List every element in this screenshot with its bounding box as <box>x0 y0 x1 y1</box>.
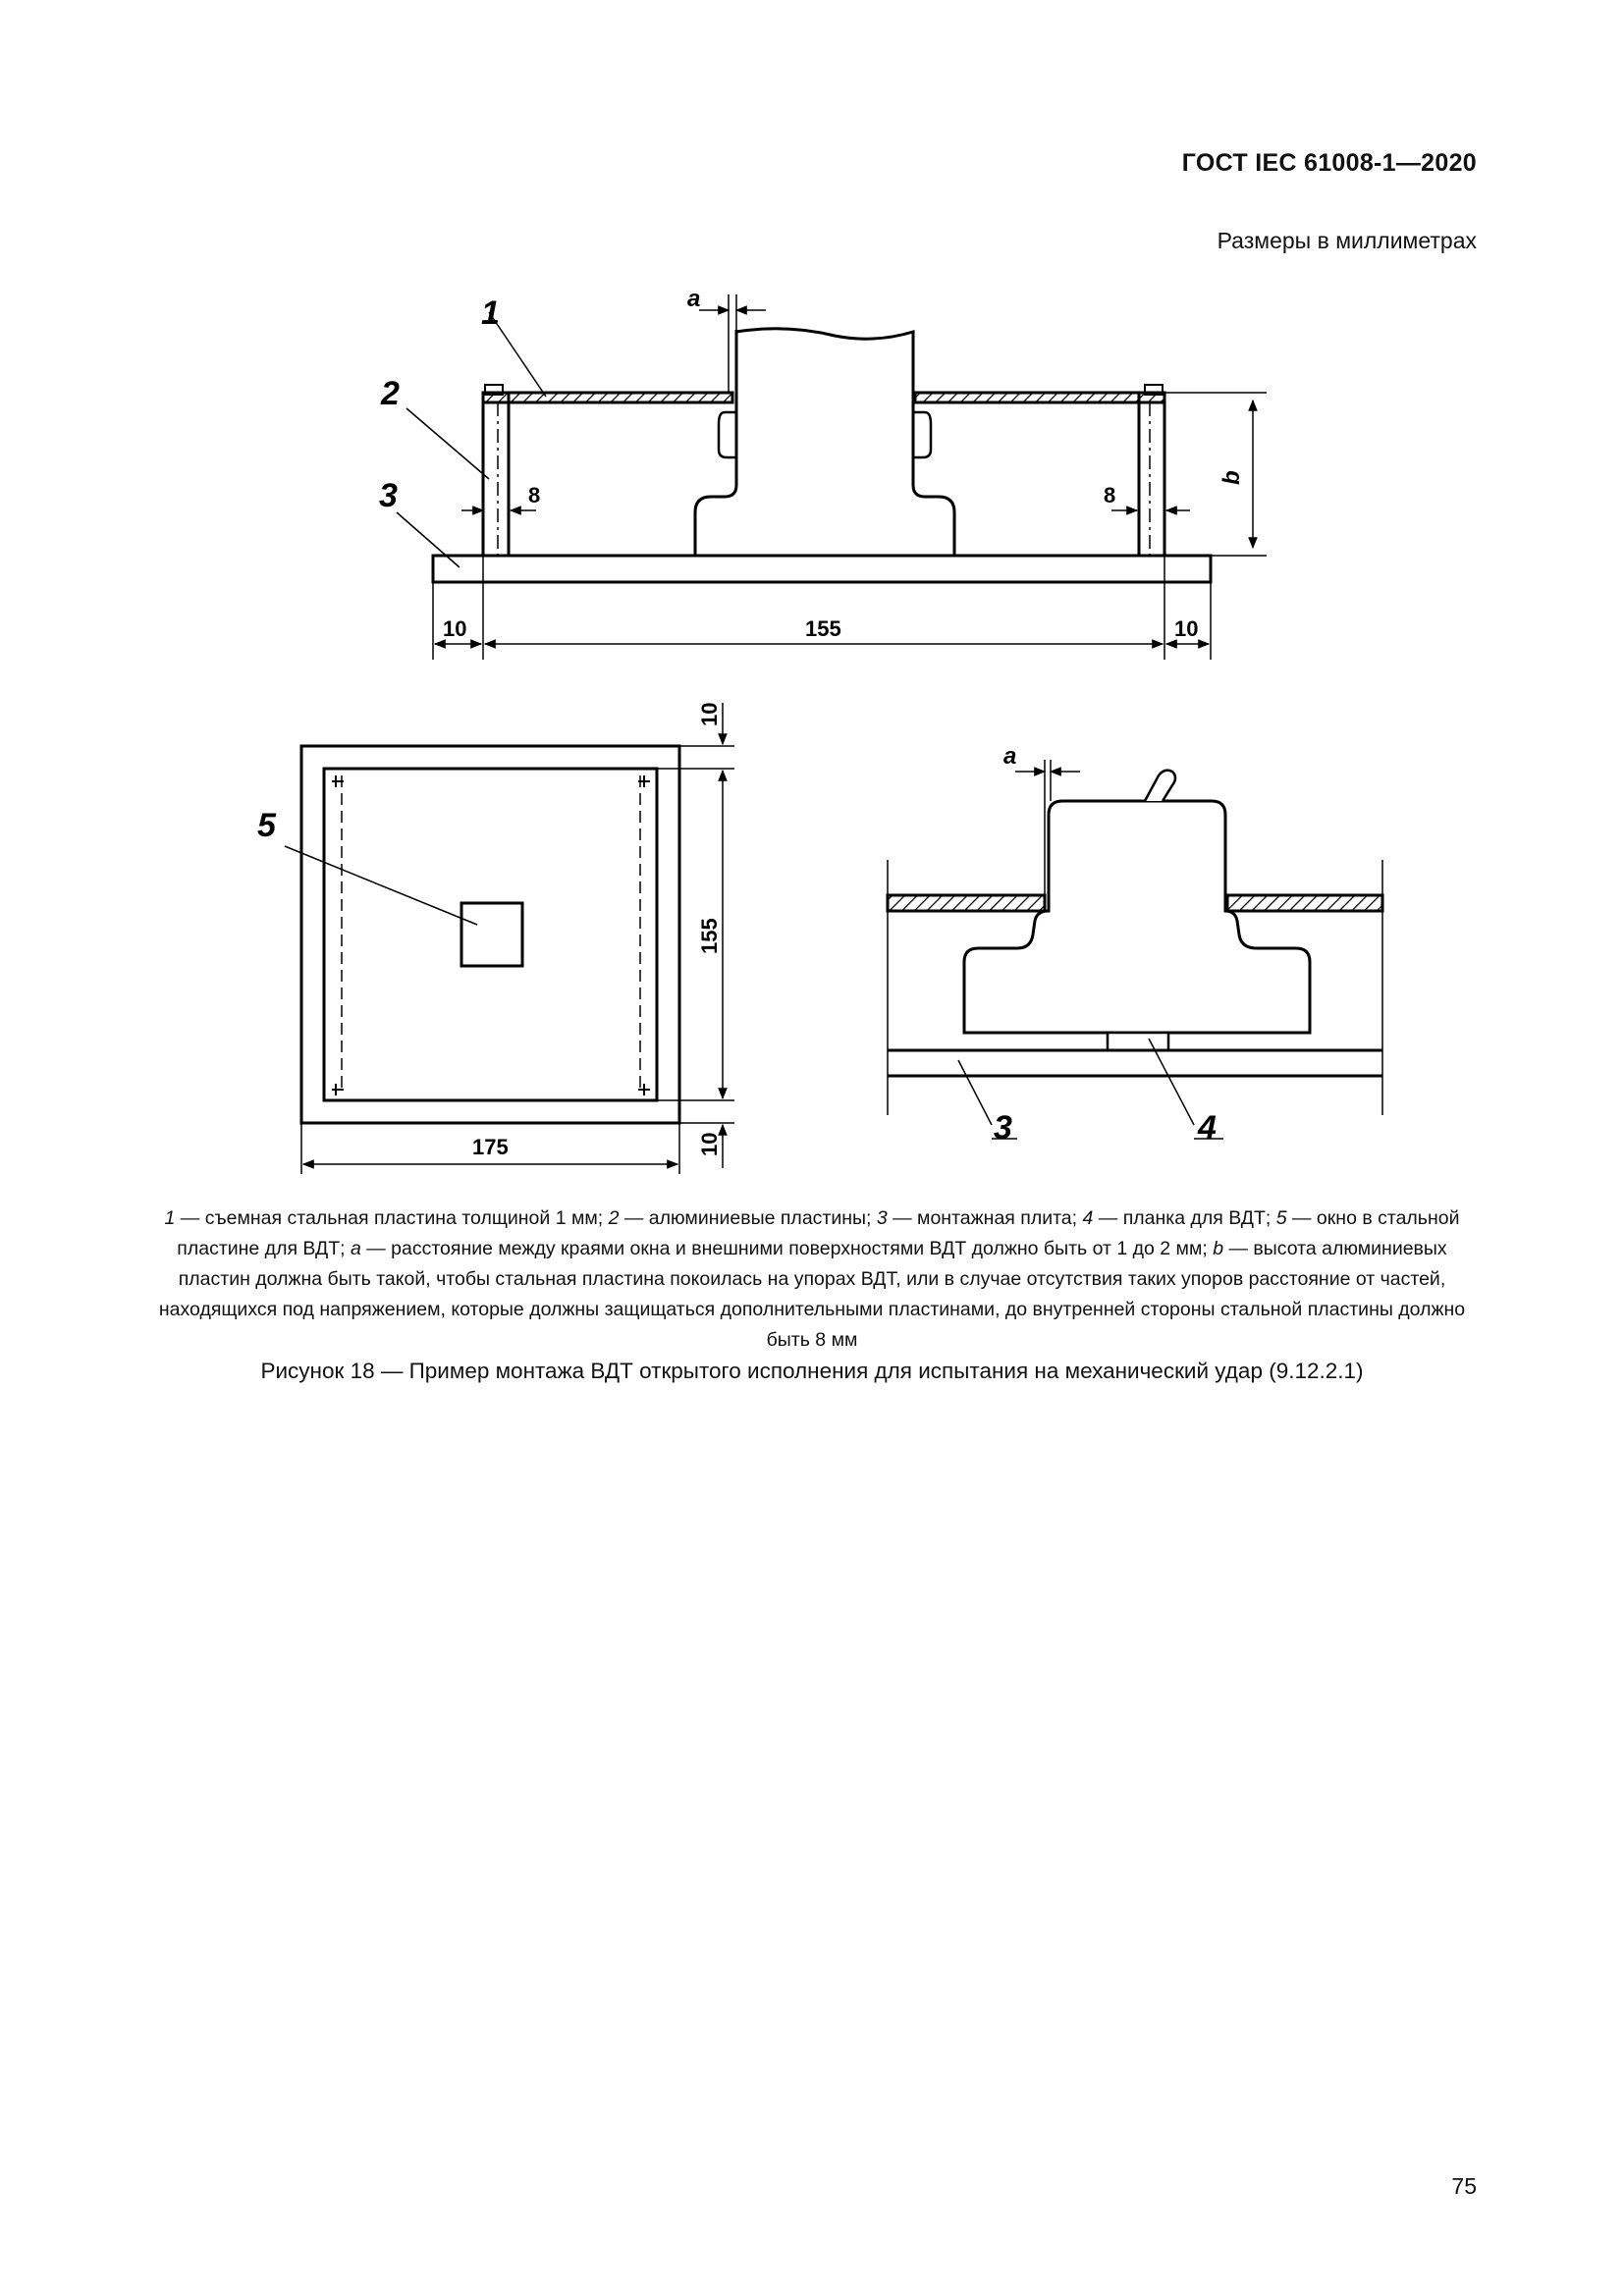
figure-caption: Рисунок 18 — Пример монтажа ВДТ открытого исполнения для испытания на механический удар (9.12.2.1) <box>260 1359 1364 1383</box>
legend-item-2: 2 — алюминиевые пластины; <box>608 1207 877 1229</box>
rcd-window <box>461 903 522 966</box>
dim-155-plan: 155 <box>697 918 722 954</box>
units-note: Размеры в миллиметрах <box>1217 228 1477 253</box>
legend-item-b: b — высота алюминиевых пластин должна быть такой, чтобы стальная пластина покоилась на упорах ВДТ, или в случае отсутствия таких упоров расстояние от частей, находящихся под напряжением, которые должны защищаться дополнительными пластинами, до внутренней стороны стальной пластины должно быть 8 мм <box>158 1238 1466 1351</box>
legend-item-5: 5 — окно в стальной пластине для ВДТ; <box>177 1207 1460 1259</box>
page-number: 75 <box>1451 2173 1477 2199</box>
callout-1: 1 <box>481 294 500 332</box>
plan-outer-plate <box>301 746 679 1123</box>
document-header: ГОСТ IEC 61008-1—2020 <box>1181 149 1477 177</box>
dim-10-left: 10 <box>443 616 467 641</box>
callout-5: 5 <box>257 807 276 844</box>
figure-legend <box>157 1203 1467 1356</box>
dim-10-plan-top: 10 <box>697 702 722 726</box>
legend-item-1: 1 — съемная стальная пластина толщиной 1 мм; <box>164 1207 609 1229</box>
callout-3-detail: 3 <box>994 1109 1012 1147</box>
dim-155-bottom: 155 <box>805 616 841 641</box>
aluminium-plate-right <box>1139 393 1164 556</box>
plan-view <box>285 703 734 1174</box>
mounting-plate <box>433 556 1211 582</box>
dim-b: b <box>1218 470 1245 485</box>
dim-175: 175 <box>472 1135 509 1159</box>
dim-8-right: 8 <box>1104 483 1116 507</box>
aluminium-plate-left <box>483 393 509 556</box>
callout-2: 2 <box>381 375 400 412</box>
callout-4: 4 <box>1198 1109 1217 1147</box>
detail-steel-plate-left <box>888 895 1045 911</box>
dim-a-detail: a <box>1003 743 1017 770</box>
steel-plate-left <box>483 393 732 402</box>
legend-item-3: 3 — монтажная плита; <box>876 1207 1083 1229</box>
legend-item-a: a — расстояние между краями окна и внешними поверхностями ВДТ должно быть от 1 до 2 мм; <box>350 1238 1214 1259</box>
steel-plate-right <box>915 393 1164 402</box>
side-section-view <box>397 294 1267 660</box>
plan-inner-plate <box>324 769 657 1100</box>
detail-steel-plate-right <box>1227 895 1382 911</box>
dim-a-top: a <box>687 286 701 312</box>
dim-10-plan-bottom: 10 <box>697 1132 722 1156</box>
plan-view-labels <box>257 703 722 1159</box>
callout-3: 3 <box>379 477 398 514</box>
detail-view <box>888 760 1382 1139</box>
rcd-body-side <box>695 332 954 556</box>
legend-item-4: 4 — планка для ВДТ; <box>1082 1207 1276 1229</box>
detail-rcd-body <box>964 801 1310 1033</box>
dim-10-right: 10 <box>1174 616 1199 641</box>
dim-8-left: 8 <box>528 483 541 507</box>
